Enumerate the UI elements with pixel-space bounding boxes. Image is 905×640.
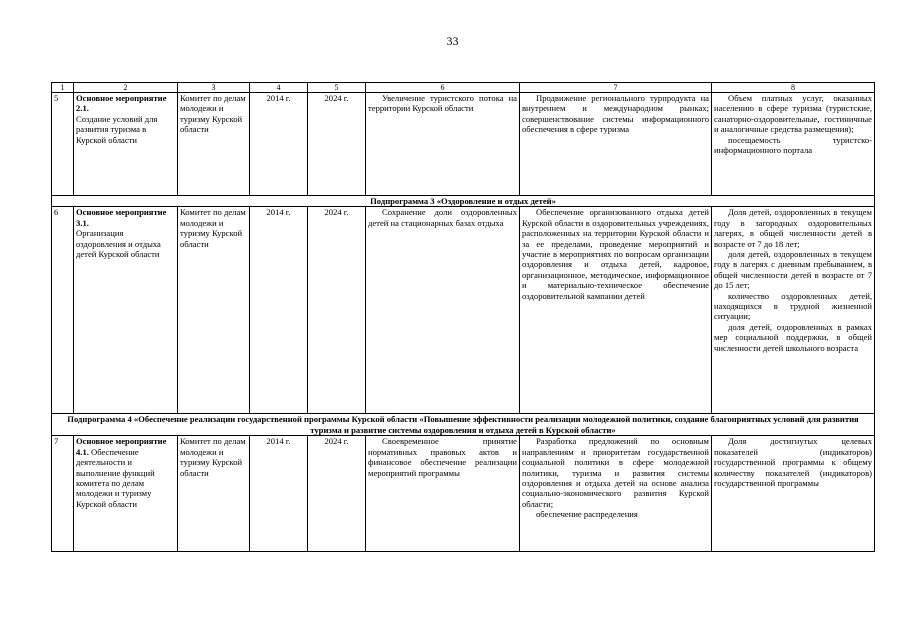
main-directions-clip <box>522 436 709 548</box>
measure-cell <box>74 436 178 552</box>
indicator-item: Объем платных услуг, оказанных населению в сфере туризма (туристские, санаторно-оздоровительные, гостиничные и аналогичные средства размещения); <box>714 93 872 135</box>
table-row <box>52 436 875 552</box>
executor-cell: Комитет по делам молодежи и туризму Курской области <box>178 93 250 196</box>
row-number: 6 <box>52 207 74 414</box>
column-number: 5 <box>308 83 366 93</box>
row-number: 5 <box>52 93 74 196</box>
start-year: 2014 г. <box>250 436 308 552</box>
column-number: 4 <box>250 83 308 93</box>
measure-description: Создание условий для развития туризма в Курской области <box>76 113 158 145</box>
measure-description: Организация оздоровления и отдыха детей Курской области <box>76 228 161 260</box>
expected-result-text: Сохранение доли оздоровленных детей на стационарных базах отдыха <box>368 207 517 228</box>
main-directions-text: Разработка предложений по основным направлениям и приоритетам государственной социальной политики в сфере молодежной политики, туризма и развития системы оздоровления и отдыха детей на основе анализа социально-экономического развития Курской области; <box>522 436 709 509</box>
measure-code: 3.1. <box>76 217 89 228</box>
subprogram-header-row <box>52 414 875 436</box>
measure-code: 2.1. <box>76 103 89 114</box>
indicator-item: Доля детей, оздоровленных в текущем году в загородных оздоровительных лагерях, в общей численности детей в возрасте от 7 до 18 лет; <box>714 207 872 249</box>
indicator-item: количество оздоровленных детей, находящихся в трудной жизненной ситуации; <box>714 290 872 322</box>
indicator-item: доля детей, оздоровленных в текущем году в лагерях с дневным пребыванием, в общей численности детей в возрасте от 7 до 15 лет; <box>714 249 872 291</box>
expected-result <box>366 207 520 414</box>
column-number-row <box>52 83 875 93</box>
indicator-item: Доля достигнутых целевых показателей (индикаторов) государственной программы к общему количеству показателей (индикаторов) государственной программы <box>714 436 872 489</box>
indicator-item: доля детей, оздоровленных в рамках мер социальной поддержки, в общей численности детей школьного возраста <box>714 321 872 353</box>
expected-result <box>366 436 520 552</box>
subprogram-4-title: Подпрограмма 4 «Обеспечение реализации государственной программы Курской области «Повышение эффективности реализации молодежной политики, создание благоприятных условий для развития туризма и развитие системы оздоровления и отдыха детей в Курской области» <box>52 414 875 436</box>
measure-code: 4.1. <box>76 446 89 457</box>
expected-result-text: Своевременное принятие нормативных правовых актов и финансовое обеспечение реализации мероприятий программы <box>368 436 517 478</box>
executor-cell: Комитет по делам молодежи и туризму Курской области <box>178 207 250 414</box>
measure-cell <box>74 207 178 414</box>
indicators-cell <box>712 93 875 196</box>
table-row <box>52 207 875 414</box>
column-number: 1 <box>52 83 74 93</box>
main-directions-text: обеспечение распределения <box>536 509 638 520</box>
table-row <box>52 93 875 196</box>
subprogram-header-row <box>52 196 875 207</box>
row-number: 7 <box>52 436 74 552</box>
end-year: 2024 г. <box>308 93 366 196</box>
measure-title: Основное мероприятие <box>76 207 167 218</box>
column-number: 7 <box>520 83 712 93</box>
program-measures-table <box>51 82 875 552</box>
expected-result <box>366 93 520 196</box>
measure-description: Обеспечение деятельности и выполнение функций комитета по делам молодежи и туризму Курской области <box>76 446 155 509</box>
main-directions-text: Обеспечение организованного отдыха детей Курской области в оздоровительных учреждениях, расположенных на территории Курской области и за ее пределами, проведение мероприятий и участие в мероприятиях по вопросам организации оздоровления и отдыха детей, кадровое, организационное, методическое, информационное и материально-техническое обеспечение оздоровительной кампании детей <box>522 207 709 301</box>
start-year: 2014 г. <box>250 93 308 196</box>
main-directions <box>520 436 712 552</box>
measure-title: Основное мероприятие <box>76 436 167 447</box>
indicator-item: посещаемость туристско-информационного портала <box>714 134 872 156</box>
indicators-cell <box>712 207 875 414</box>
start-year: 2014 г. <box>250 207 308 414</box>
main-directions <box>520 207 712 414</box>
column-number: 8 <box>712 83 875 93</box>
column-number: 2 <box>74 83 178 93</box>
measure-title: Основное мероприятие <box>76 93 167 103</box>
main-directions-text: Продвижение регионального турпродукта на внутреннем и международном рынках; совершенствование системы информационного обеспечения в сфере туризма <box>522 93 709 135</box>
subprogram-3-title: Подпрограмма 3 «Оздоровление и отдых детей» <box>52 196 875 207</box>
measure-cell <box>74 93 178 196</box>
column-number: 3 <box>178 83 250 93</box>
column-number: 6 <box>366 83 520 93</box>
page-number: 33 <box>446 34 459 48</box>
expected-result-text: Увеличение туристского потока на территории Курской области <box>368 93 517 114</box>
executor-cell: Комитет по делам молодежи и туризму Курской области <box>178 436 250 552</box>
end-year: 2024 г. <box>308 207 366 414</box>
end-year: 2024 г. <box>308 436 366 552</box>
indicators-cell <box>712 436 875 552</box>
main-directions <box>520 93 712 196</box>
